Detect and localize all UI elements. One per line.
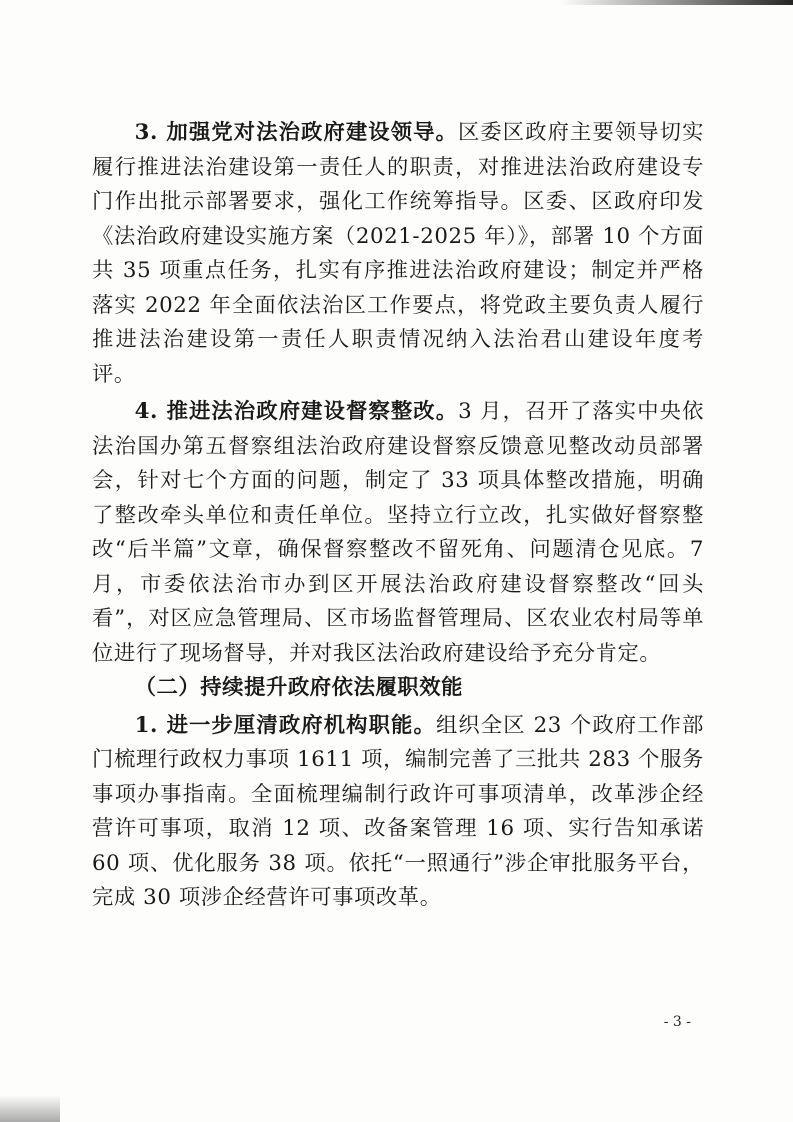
paragraph-1-text: 组织全区 23 个政府工作部门梳理行政权力事项 1611 项，编制完善了三批共 283 个服务事项办事指南。全面梳理编制行政许可事项清单，改革涉企经营许可事项，取消 12 项、改备案管理 16 项、实行告知承诺 60 项、优化服务 38 项。依托“一照通行”涉企审批服务平台，完成 30 项涉企经营许可事项改革。: [92, 712, 704, 910]
paragraph-4: [92, 395, 704, 671]
paragraph-3: [92, 116, 704, 392]
paragraph-3-lead: 3. 加强党对法治政府建设领导。: [134, 120, 458, 145]
paragraph-1-lead: 1. 进一步厘清政府机构职能。: [134, 712, 436, 738]
paragraph-3-text: 区委区政府主要领导切实履行推进法治建设第一责任人的职责，对推进法治政府建设专门作出批示部署要求，强化工作统筹指导。区委、区政府印发《法治政府建设实施方案（2021-2025 年）》，部署 10 个方面共 35 项重点任务，扎实有序推进法治政府建设；制定并严格落实 2022 年全面依法治区工作要点，将党政主要负责人履行推进法治建设第一责任人职责情况纳入法治君山建设年度考评。: [92, 120, 704, 387]
paragraph-4-lead: 4. 推进法治政府建设督察整改。: [134, 399, 459, 424]
paragraph-4-text: 3 月，召开了落实中央依法治国办第五督察组法治政府建设督察反馈意见整改动员部署会，针对七个方面的问题，制定了 33 项具体整改措施，明确了整改牵头单位和责任单位。坚持立行立改，扎实做好督察整改“后半篇”文章，确保督察整改不留死角、问题清仓见底。7 月，市委依法治市办到区开展法治政府建设督察整改“回头看”，对区应急管理局、区市场监督管理局、区农业农村局等单位进行了现场督导，并对我区法治政府建设给予充分肯定。: [92, 399, 704, 666]
scan-edge-shadow: [560, 0, 793, 5]
scan-edge-shadow-bottom: [0, 1095, 60, 1122]
section-heading: （二）持续提升政府依法履职效能: [134, 675, 464, 700]
paragraph-1: [92, 709, 704, 916]
document-body: [92, 116, 704, 916]
page-number: - 3 -: [663, 1014, 691, 1030]
